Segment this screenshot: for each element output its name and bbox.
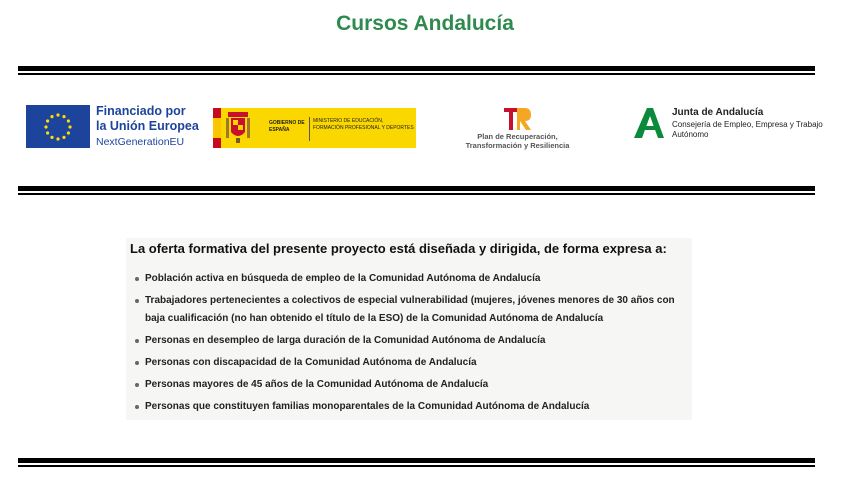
list-item: [126, 332, 692, 350]
list-item-text: Personas en desempleo de larga duración de la Comunidad Autónoma de Andalucía: [145, 335, 546, 346]
junta-andalucia-icon: [632, 106, 666, 140]
list-item: [126, 270, 692, 288]
middle-divider: [18, 186, 815, 195]
prtr-text-line2: Transformación y Resiliencia: [465, 141, 570, 150]
sponsor-logos-strip: [0, 100, 850, 160]
bottom-divider: [18, 458, 815, 467]
gobierno-separator: [309, 117, 310, 141]
list-item: [126, 292, 692, 328]
junta-title: Junta de Andalucía: [672, 107, 764, 118]
plan-recuperacion-logo: [455, 106, 580, 156]
eu-funding-text: [96, 104, 199, 150]
junta-subtitle: Consejería de Empleo, Empresa y Trabajo Autónomo: [672, 120, 823, 139]
bullet-icon: [135, 361, 139, 365]
list-item-text: Personas con discapacidad de la Comunidad Autónoma de Andalucía: [145, 357, 477, 368]
list-item: [126, 354, 692, 372]
prtr-text-line1: Plan de Recuperación,: [477, 132, 558, 141]
bullet-icon: [135, 405, 139, 409]
bullet-icon: [135, 277, 139, 281]
tr-logo-icon: [503, 106, 533, 132]
list-item-text: Personas mayores de 45 años de la Comunidad Autónoma de Andalucía: [145, 379, 489, 390]
spain-coat-of-arms-icon: [225, 112, 251, 144]
spain-flag-strip: [213, 108, 221, 148]
list-item-text: Trabajadores pertenecientes a colectivos de especial vulnerabilidad (mujeres, jóvenes menores de 30 años con baja cualificación (no han obtenido el título de la ESO) de la Comunidad Autónoma de Andalucía: [145, 295, 675, 324]
gobierno-label: GOBIERNO DE ESPAÑA: [269, 120, 305, 133]
bullet-icon: [135, 339, 139, 343]
list-item: [126, 398, 692, 416]
page-title: Cursos Andalucía: [336, 12, 514, 35]
eu-text-line3: NextGenerationEU: [96, 136, 185, 148]
bullet-icon: [135, 383, 139, 387]
bullet-icon: [135, 299, 139, 303]
eu-text-line2: la Unión Europea: [96, 119, 199, 133]
ministerio-label: MINISTERIO DE EDUCACIÓN, FORMACIÓN PROFESIONAL Y DEPORTES: [313, 118, 414, 131]
list-item: [126, 376, 692, 394]
audience-list: [126, 270, 692, 420]
target-audience-panel: [126, 238, 692, 420]
gobierno-espana-logo: [213, 108, 416, 148]
list-item-text: Población activa en búsqueda de empleo de la Comunidad Autónoma de Andalucía: [145, 273, 541, 284]
list-item-text: Personas que constituyen familias monoparentales de la Comunidad Autónoma de Andalucía: [145, 401, 590, 412]
audience-heading: La oferta formativa del presente proyecto está diseñada y dirigida, de forma expresa a:: [130, 241, 667, 256]
eu-flag-icon: [26, 105, 90, 148]
top-divider: [18, 66, 815, 75]
eu-text-line1: Financiado por: [96, 104, 186, 118]
junta-andalucia-logo: [632, 106, 832, 146]
